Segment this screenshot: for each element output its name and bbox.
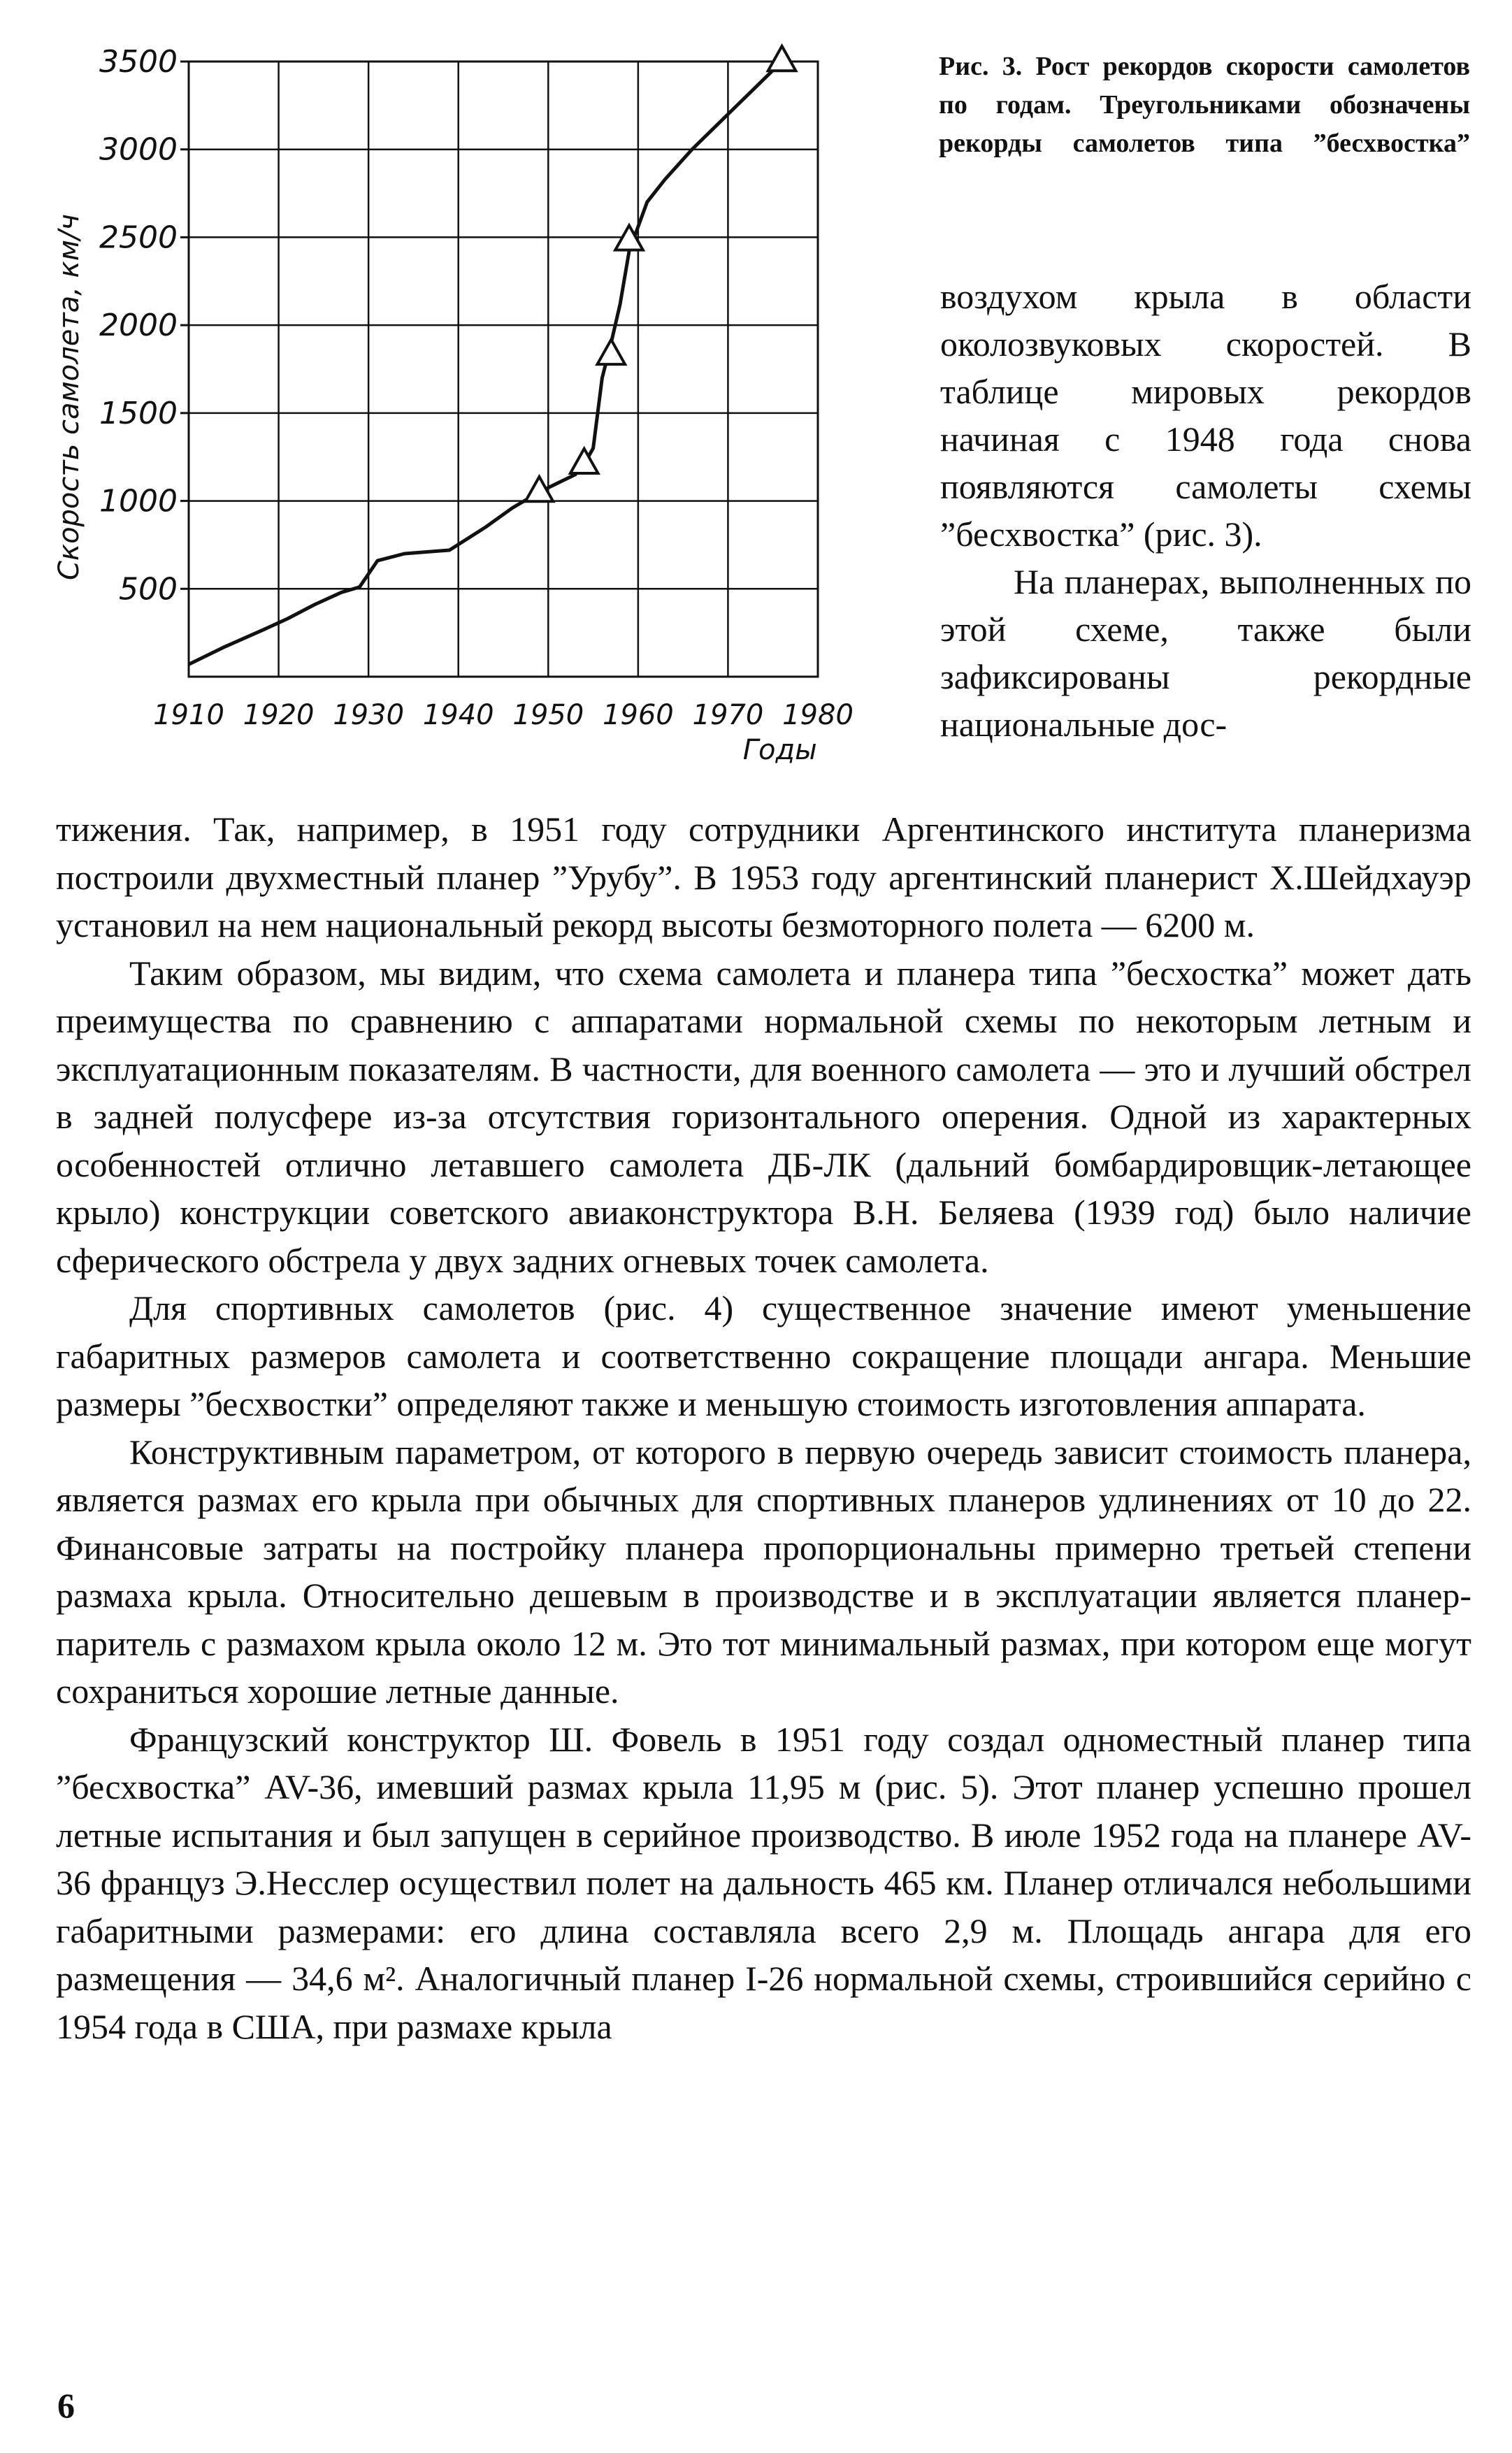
x-tick-label: 1980 — [782, 699, 854, 731]
side-paragraph-1: воздухом крыла в области околозвуковых скоростей. В таблице мировых рекордов начиная с 1948 года снова появляются самолеты схемы ”бесхвостка” (рис. 3). — [940, 277, 1471, 554]
tailless-record-marker — [597, 340, 625, 364]
y-tick-label: 2000 — [99, 308, 178, 344]
x-tick-label: 1930 — [333, 699, 405, 731]
paragraph-5: Французский конструктор Ш. Фовель в 1951 году создал одноместный планер типа ”бесхвостка” AV-36, имевший размах крыла 11,95 м (рис. 5). Этот планер успешно прошел летные испытания и был запущен в серийное производство. В июле 1952 года на планере AV-36 француз Э.Несслер осуществил полет на дальность 465 км. Планер отличался небольшими габаритными размерами: его длина составляла всего 2,9 м. Площадь ангара для его размещения — 34,6 м². Аналогичный планер I-26 нормальной схемы, строившийся серийно с 1954 года в США, при размахе крыла — [56, 1719, 1471, 2046]
plot-frame — [189, 62, 818, 677]
y-tick-label: 1500 — [99, 395, 178, 431]
y-tick-label: 500 — [119, 571, 178, 607]
main-text — [56, 805, 1471, 2050]
y-tick-label: 1000 — [99, 483, 178, 519]
tailless-record-marker — [570, 449, 598, 473]
y-tick-label: 3500 — [99, 44, 178, 80]
x-tick-label: 1960 — [602, 699, 674, 731]
x-tick-label: 1950 — [512, 699, 584, 731]
x-axis-label: Годы — [742, 734, 817, 766]
paragraph-2: Таким образом, мы видим, что схема самолета и планера типа ”бесхостка” может дать преимущества по сравнению с аппаратами нормальной схемы по некоторым летным и эксплуатационным показателям. В частности, для военного самолета — это и лучший обстрел в задней полусфере из-за отсутствия горизонтального оперения. Одной из характерных особенностей отлично летавшего самолета ДБ-ЛК (дальний бомбардировщик-летающее крыло) конструкции советского авиаконструктора В.Н. Беляева (1939 год) было наличие сферического обстрела у двух задних огневых точек самолета. — [56, 953, 1471, 1280]
x-tick-label: 1940 — [422, 699, 494, 731]
paragraph-1: тижения. Так, например, в 1951 году сотрудники Аргентинского института планеризма построили двухместный планер ”Урубу”. В 1953 году аргентинский планерист Х.Шейдхауэр установил на нем национальный рекорд высоты безмоторного полета — 6200 м. — [56, 810, 1471, 944]
paragraph-3: Для спортивных самолетов (рис. 4) существенное значение имеют уменьшение габаритных размеров самолета и соответственно сокращение площади ангара. Меньшие размеры ”бесхвостки” определяют также и меньшую стоимость изготовления аппарата. — [56, 1288, 1471, 1423]
page-number: 6 — [57, 2386, 75, 2425]
speed-record-chart — [42, 42, 916, 783]
x-tick-label: 1910 — [153, 699, 224, 731]
series-line — [189, 62, 782, 664]
y-tick-label: 3000 — [99, 131, 178, 168]
paragraph-4: Конструктивным параметром, от которого в первую очередь зависит стоимость планера, является размах его крыла при обычных для спортивных планеров удлинениях от 10 до 22. Финансовые затраты на постройку планера пропорциональны примерно третьей степени размаха крыла. Относительно дешевым в производстве и в эксплуатации является планер-паритель с размахом крыла около 12 м. Это тот минимальный размах, при котором еще могут сохраниться хорошие летные данные. — [56, 1432, 1471, 1711]
side-column-text — [940, 273, 1471, 748]
chart-svg — [42, 42, 916, 783]
x-tick-label: 1920 — [243, 699, 315, 731]
x-tick-label: 1970 — [692, 699, 764, 731]
side-paragraph-2: На планерах, выполненных по этой схеме, также были зафиксированы рекордные национальные дос- — [940, 562, 1471, 744]
tailless-record-marker — [768, 46, 796, 71]
y-axis-label: Скорость самолета, км/ч — [53, 213, 85, 581]
y-tick-label: 2500 — [99, 220, 178, 256]
figure-caption: Рис. 3. Рост рекордов скорости самолетов по годам. Треугольниками обозначены рекорды самолетов типа ”бесхвостка” — [939, 52, 1470, 158]
